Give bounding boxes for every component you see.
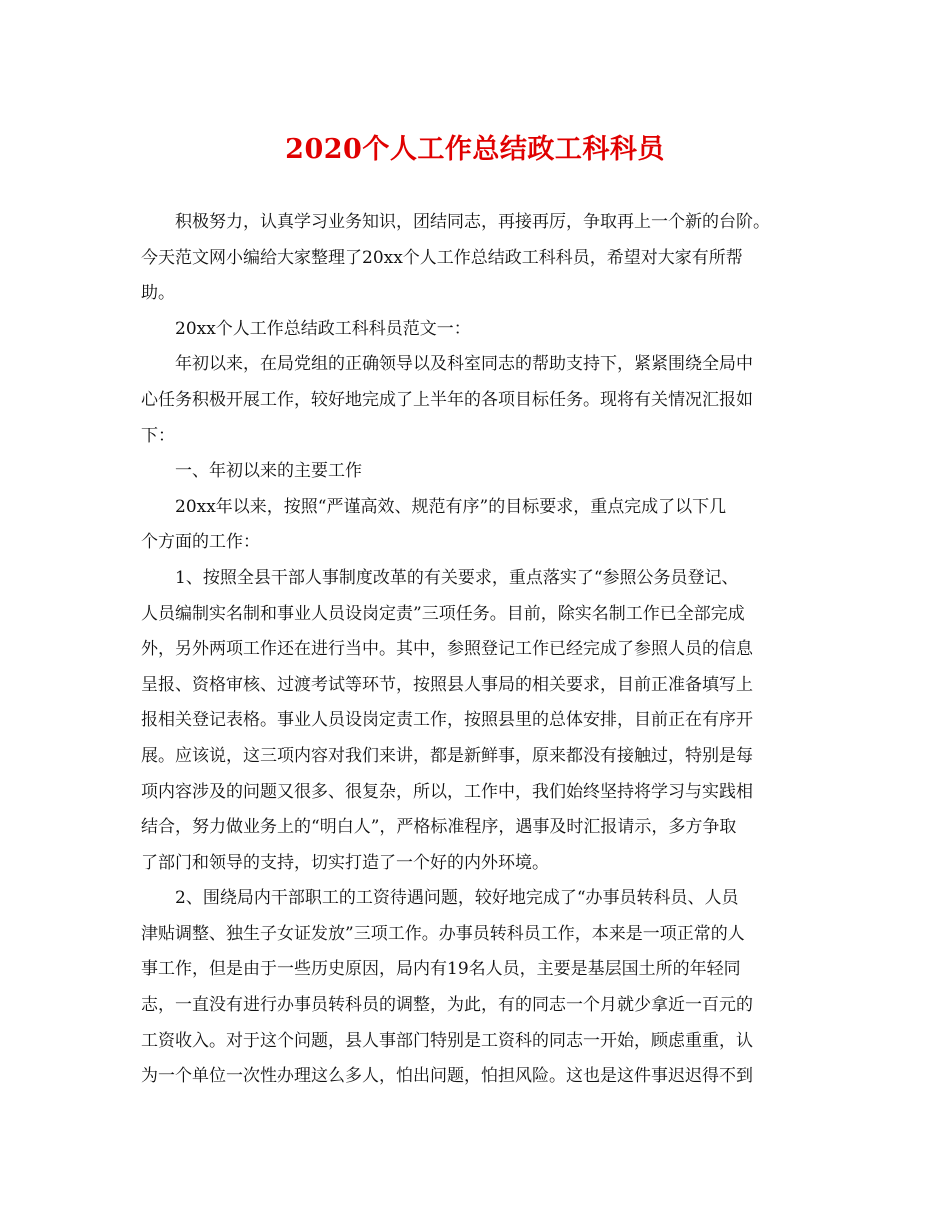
section-heading: 一、年初以来的主要工作 (175, 461, 362, 482)
text-line: 年初以来，在局党组的正确领导以及科室同志的帮助支持下，紧紧围绕全局中 (175, 354, 753, 375)
text-line: 心任务积极开展工作，较好地完成了上半年的各项目标任务。现将有关情况汇报如 (141, 389, 753, 410)
text-line: 工资收入。对于这个问题，县人事部门特别是工资科的同志一开始，顾虑重重，认 (141, 1030, 753, 1051)
text-line: 20xx年以来，按照“严谨高效、规范有序”的目标要求，重点完成了以下几 (175, 496, 727, 517)
document-title: 2020个人工作总结政工科科员 (285, 134, 665, 165)
text-line: 今天范文网小编给大家整理了20xx个人工作总结政工科科员，希望对大家有所帮 (141, 247, 743, 268)
text-line: 助。 (141, 283, 175, 304)
text-line: 个方面的工作： (141, 532, 260, 553)
text-line: 外，另外两项工作还在进行当中。其中，参照登记工作已经完成了参照人员的信息 (141, 639, 753, 660)
text-line: 2、围绕局内干部职工的工资待遇问题，较好地完成了“办事员转科员、人员 (175, 888, 739, 909)
text-line: 事工作，但是由于一些历史原因，局内有19名人员，主要是基层国土所的年轻同 (141, 959, 741, 980)
text-line: 津贴调整、独生子女证发放”三项工作。办事员转科员工作，本来是一项正常的人 (141, 923, 745, 944)
text-line: 呈报、资格审核、过渡考试等环节，按照县人事局的相关要求，目前正准备填写上 (141, 674, 753, 695)
text-line: 为一个单位一次性办理这么多人，怕出问题，怕担风险。这也是这件事迟迟得不到 (141, 1066, 753, 1087)
text-line: 志，一直没有进行办事员转科员的调整，为此，有的同志一个月就少拿近一百元的 (141, 995, 753, 1016)
text-line: 人员编制实名制和事业人员设岗定责”三项任务。目前，除实名制工作已全部完成 (141, 603, 745, 624)
text-line: 结合，努力做业务上的“明白人”，严格标准程序，遇事及时汇报请示，多方争取 (141, 817, 737, 838)
text-line: 报相关登记表格。事业人员设岗定责工作，按照县里的总体安排，目前正在有序开 (141, 710, 753, 731)
text-line: 展。应该说，这三项内容对我们来讲，都是新鲜事，原来都没有接触过，特别是每 (141, 745, 753, 766)
text-line: 积极努力，认真学习业务知识，团结同志，再接再厉，争取再上一个新的台阶。 (175, 212, 770, 232)
text-line: 20xx个人工作总结政工科科员范文一： (175, 318, 471, 339)
text-line: 了部门和领导的支持，切实打造了一个好的内外环境。 (141, 852, 549, 873)
text-line: 项内容涉及的问题又很多、很复杂，所以，工作中，我们始终坚持将学习与实践相 (141, 781, 753, 802)
document-body (141, 205, 811, 1095)
text-line: 1、按照全县干部人事制度改革的有关要求，重点落实了“参照公务员登记、 (175, 567, 739, 588)
text-line: 下： (141, 425, 175, 446)
